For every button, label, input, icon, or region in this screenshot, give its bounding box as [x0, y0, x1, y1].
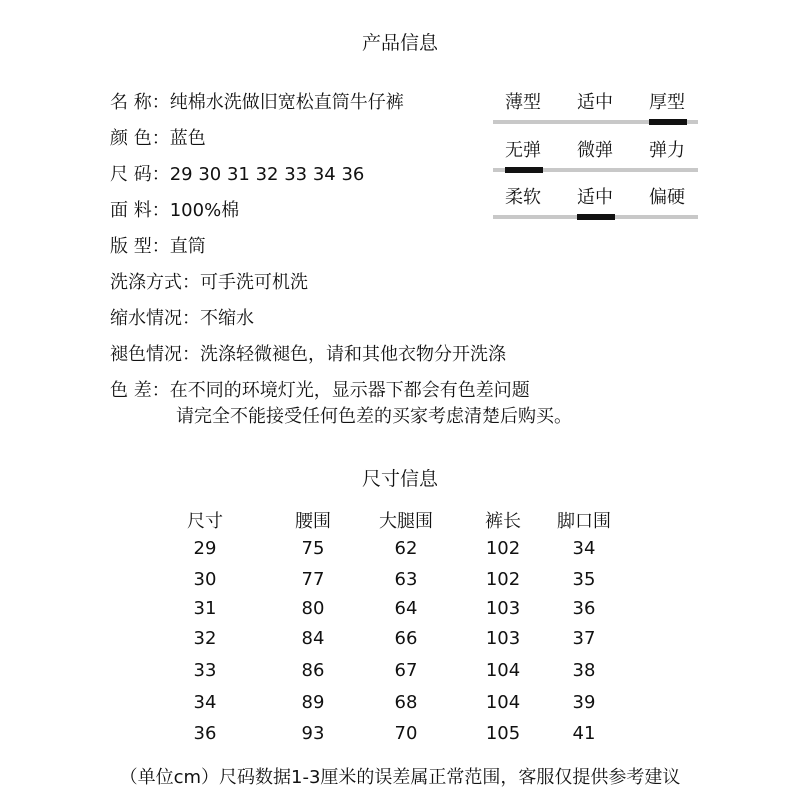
scale-label: 厚型 — [649, 92, 685, 113]
scale-label: 适中 — [577, 187, 613, 208]
scale-label: 微弹 — [577, 140, 613, 161]
size-table-cell: 36 — [193, 723, 217, 744]
size-table-cell: 104 — [485, 692, 521, 713]
size-table-cell: 30 — [193, 569, 217, 590]
info-name: 名 称：纯棉水洗做旧宽松直筒牛仔裤 — [110, 92, 404, 113]
info-fit: 版 型：直筒 — [110, 236, 206, 257]
size-table-cell: 102 — [485, 569, 521, 590]
size-table-cell: 105 — [485, 723, 521, 744]
scale-label: 偏硬 — [649, 187, 685, 208]
size-table-cell: 41 — [572, 723, 596, 744]
size-table-cell: 93 — [301, 723, 325, 744]
size-table-cell: 29 — [193, 538, 217, 559]
info-fading: 褪色情况：洗涤轻微褪色，请和其他衣物分开洗涤 — [110, 344, 506, 365]
scale-label: 柔软 — [505, 187, 541, 208]
size-header-cell: 腰围 — [295, 511, 331, 532]
size-table-cell: 38 — [572, 660, 596, 681]
size-table-cell: 36 — [572, 598, 596, 619]
info-shrinkage: 缩水情况：不缩水 — [110, 308, 254, 329]
size-table-cell: 67 — [394, 660, 418, 681]
info-color-diff: 色 差：在不同的环境灯光，显示器下都会有色差问题 — [110, 380, 530, 401]
info-fabric: 面 料：100%棉 — [110, 200, 240, 221]
scale-indicator — [649, 119, 687, 125]
size-table-cell: 35 — [572, 569, 596, 590]
size-table-cell: 102 — [485, 538, 521, 559]
scale-indicator — [577, 214, 615, 220]
size-table-cell: 63 — [394, 569, 418, 590]
size-table-cell: 34 — [572, 538, 596, 559]
info-washing: 洗涤方式：可手洗可机洗 — [110, 272, 308, 293]
size-table-cell: 64 — [394, 598, 418, 619]
size-table-cell: 66 — [394, 628, 418, 649]
size-table-cell: 84 — [301, 628, 325, 649]
size-table-cell: 34 — [193, 692, 217, 713]
size-table-cell: 70 — [394, 723, 418, 744]
size-table-cell: 62 — [394, 538, 418, 559]
info-color: 颜 色：蓝色 — [110, 128, 206, 149]
scale-label: 弹力 — [649, 140, 685, 161]
size-table-cell: 68 — [394, 692, 418, 713]
size-table-cell: 103 — [485, 598, 521, 619]
scale-indicator — [505, 167, 543, 173]
size-table-cell: 37 — [572, 628, 596, 649]
scale-label: 无弹 — [505, 140, 541, 161]
size-header-cell: 大腿围 — [379, 511, 433, 532]
size-table-cell: 32 — [193, 628, 217, 649]
product-info-title: 产品信息 — [361, 32, 438, 54]
size-header-cell: 尺寸 — [187, 511, 223, 532]
size-table-cell: 31 — [193, 598, 217, 619]
info-color-diff-2: 请完全不能接受任何色差的买家考虑清楚后购买。 — [176, 406, 572, 427]
size-header-cell: 裤长 — [485, 511, 521, 532]
size-table-cell: 75 — [301, 538, 325, 559]
size-table-cell: 86 — [301, 660, 325, 681]
size-table-cell: 39 — [572, 692, 596, 713]
size-table-cell: 104 — [485, 660, 521, 681]
size-table-cell: 33 — [193, 660, 217, 681]
size-footnote: （单位cm）尺码数据1-3厘米的误差属正常范围，客服仅提供参考建议 — [119, 767, 681, 788]
size-table-cell: 103 — [485, 628, 521, 649]
size-table-cell: 80 — [301, 598, 325, 619]
size-table-cell: 89 — [301, 692, 325, 713]
info-sizes: 尺 码：29 30 31 32 33 34 36 — [110, 164, 365, 185]
size-table-cell: 77 — [301, 569, 325, 590]
size-info-title: 尺寸信息 — [361, 468, 438, 490]
scale-label: 薄型 — [505, 92, 541, 113]
scale-label: 适中 — [577, 92, 613, 113]
size-header-cell: 脚口围 — [557, 511, 611, 532]
